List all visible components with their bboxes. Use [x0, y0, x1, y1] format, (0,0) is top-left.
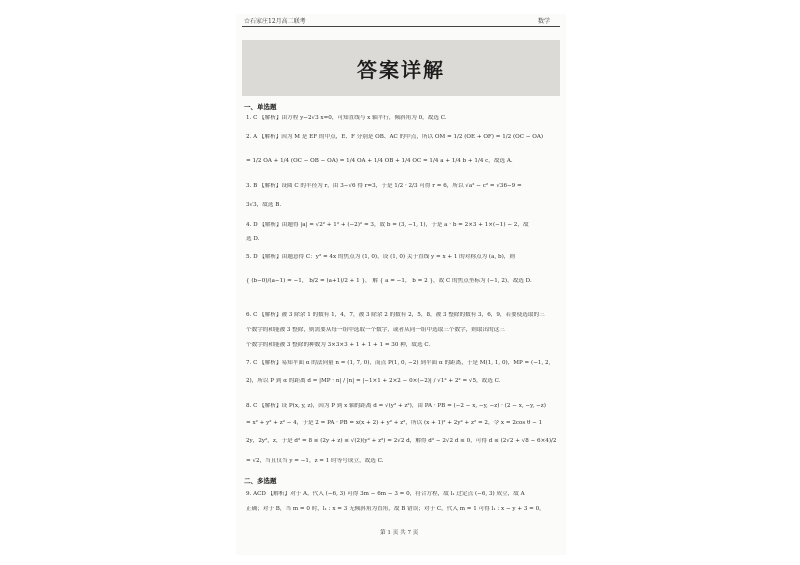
answer-line: 2)，所以 P 到 α 的距离 d = |MP · n| / |n| = |−1×1 + 2×2 − 0×(−2)| / √1² + 2² = √5，故选 C. — [246, 378, 501, 384]
answer-line: 3. B 【解析】设圆 C 的半径为 r，由 3−√6 得 r=3，于是 1/2 · 2/3 可得 r = 6，所以 √a² − c² = √36−9 = — [246, 183, 522, 189]
header-subject: 数学 — [538, 18, 551, 25]
answer-line: 7. C 【解析】易知平面 α 的法向量 n = (1, 7, 0)，而点 P(1, 0, −2) 到平面 α 的距离，于是 M(1, 1, 0)，MP = (−1, 2, — [246, 360, 551, 366]
answer-line: 4. D 【解析】由题得 |a| = √2² + 1² + (−2)² = 3，故 b = (3, −1, 1)，于是 a · b = 2×3 + 1×(−1) − 2，故 — [246, 222, 529, 228]
title-banner — [242, 40, 560, 96]
answer-line: 个数字的和能被 3 整除，则需要从每一组中选取一个数字，或者从同一组中选取三个数字，则取出的这三 — [246, 327, 505, 333]
answer-line: 3√3，故选 B. — [246, 202, 282, 208]
answer-line: = √2，当且仅当 y = −1，z = 1 时等号成立，故选 C. — [246, 458, 384, 464]
answer-line: 6. C 【解析】被 3 除余 1 的数有 1，4，7，被 3 除余 2 的数有 2，5，8，被 3 整除的数有 3，6，9，若要使选取的三 — [246, 312, 545, 318]
section-heading-single: 一、单选题 — [244, 103, 277, 111]
page-footer: 第 1 页 共 7 页 — [380, 530, 419, 536]
answer-line: 5. D 【解析】由题意得 C：y² = 4x 的焦点为 (1, 0)，设 (1, 0) 关于直线 y = x + 1 的对称点为 (a, b)，则 — [246, 254, 515, 260]
answer-line: 9. ACD 【解析】对于 A，代入 (−6, 3) 可得 3m − 6m − 3 = 0，符合方程，故 l₁ 过定点 (−6, 3) 成立，故 A — [246, 491, 525, 497]
answer-line: 个数字的和能被 3 整除的种数为 3×3×3 + 1 + 1 + 1 = 30 种，故选 C. — [246, 342, 431, 348]
answer-line: { (b−0)/(a−1) = −1， b/2 = (a+1)/2 + 1 }， 解 { a = −1， b = 2 }，故 C 的焦点坐标为 (−1, 2)，故选 D. — [246, 278, 532, 284]
answer-line: 1. C 【解析】由方程 y−2√3 x=0，可知直线与 x 轴平行，倾斜角为 0，故选 C. — [246, 115, 447, 121]
answer-line: = x² + y² + z² − 4，于是 2 = PA · PB = x(x + 2) + y² + z²，所以 (x + 1)² + 2y² + z² = 2，令 x = 2cos θ − 1 — [246, 420, 543, 426]
answer-line: 2y，2y²，z，于是 d² = 8 ≤ (2y + z) ≤ √(2)(y² + z²) = 2√2 d，解得 d² − 2√2 d ≤ 0，可得 d ≤ (2√2 + √8 − 6×4)/2 — [246, 438, 557, 444]
page-title: 答案详解 — [357, 57, 445, 82]
header-exam-name: ☆石家庄12月高二联考 — [244, 18, 306, 25]
answer-line: 正确；对于 B，当 m = 0 时，l₁ : x = 3 无倾斜角为直角，故 B 错误；对于 C，代入 m = 1 可得 l₁ : x − y + 3 = 0， — [246, 506, 545, 512]
header-divider — [242, 26, 560, 27]
answer-line: 8. C 【解析】设 P(x, y, z)，因为 P 到 x 轴的距离 d = √(y² + z²)，由 PA · PB = (−2 − x, −y, −z) · (2 − x, −y, −z) — [246, 403, 546, 409]
answer-line: = 1/2 OA + 1/4 (OC − OB − OA) = 1/4 OA + 1/4 OB + 1/4 OC = 1/4 a + 1/4 b + 1/4 c，故选 A. — [246, 158, 513, 164]
answer-line: 2. A 【解析】因为 M 是 EF 的中点，E、F 分别是 OB、AC 的中点，所以 OM = 1/2 (OE + OF) = 1/2 (OC − OA) — [246, 134, 544, 140]
answer-line: 选 D. — [246, 236, 260, 242]
section-heading-multi: 二、多选题 — [244, 477, 277, 485]
